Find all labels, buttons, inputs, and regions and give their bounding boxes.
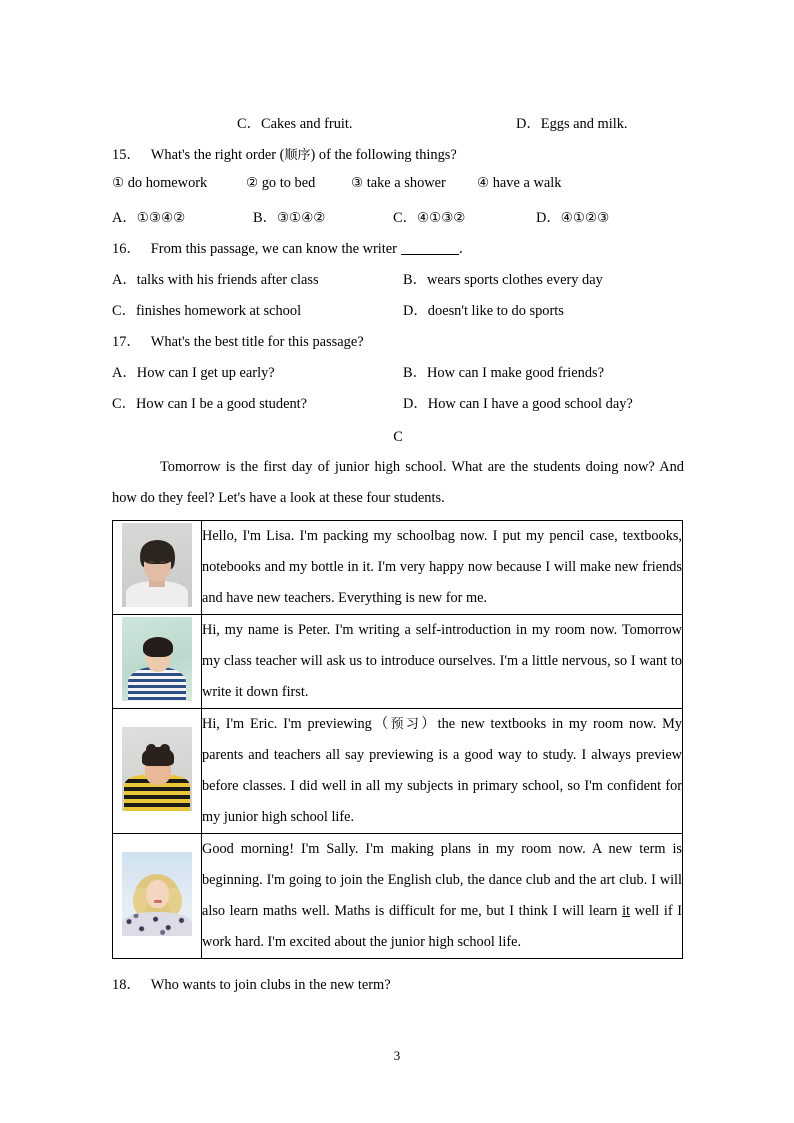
question-15-option-b-text: ③①④② — [277, 210, 326, 226]
question-15-option-c-text: ④①③② — [417, 210, 466, 226]
question-15-option-a-label: A． — [112, 210, 137, 226]
question-18-stem-text: Who wants to join clubs in the new term? — [150, 977, 391, 993]
portrait-photo-peter — [122, 617, 192, 701]
question-16-options-row-2 — [112, 299, 684, 330]
circled-number-3-icon: ③ — [351, 175, 364, 191]
question-17-option-a — [112, 361, 275, 382]
question-16-stem-text: From this passage, we can know the writer — [150, 241, 397, 257]
question-17-option-c-text: How can I be a good student? — [136, 396, 308, 412]
section-marker-c: C — [393, 429, 403, 445]
passage-table — [112, 520, 683, 959]
question-15-option-c-label: C． — [393, 210, 417, 226]
student-text-eric-part1: Hi, I'm Eric. I'm previewing（ — [202, 716, 391, 732]
question-16-blank — [401, 254, 459, 255]
page-content — [112, 0, 684, 1004]
question-15-item-1 — [112, 175, 207, 192]
photo-cell — [113, 615, 202, 709]
question-17-stem — [112, 330, 684, 361]
question-15-option-d-label: D． — [536, 210, 561, 226]
question-17-option-d-label: D． — [403, 396, 428, 412]
question-17-option-c — [112, 392, 307, 413]
student-text-eric-cn: 预习 — [390, 717, 422, 732]
question-16-option-c — [112, 299, 301, 320]
circled-number-1-icon: ① — [112, 175, 125, 191]
text-cell — [202, 521, 683, 615]
page-number: 3 — [393, 1048, 401, 1063]
question-15-item-1-label: do homework — [127, 175, 208, 191]
table-row — [113, 834, 683, 959]
question-14-option-d: D．Eggs and milk. — [516, 116, 628, 132]
question-17-options-row-1 — [112, 361, 684, 392]
student-text-lisa: Hello, I'm Lisa. I'm packing my schoolbag now. I put my pencil case, textbooks, notebooks and my bottle in it. I'm very happy now because I will make new friends and have new teachers. Everything is new for me. — [202, 528, 682, 606]
table-row — [113, 709, 683, 834]
question-15-item-3 — [351, 175, 446, 192]
question-15-options-row — [112, 206, 684, 237]
question-16-option-b-text: wears sports clothes every day — [427, 272, 603, 288]
question-16-stem-end: ． — [458, 241, 473, 257]
question-15-option-b-label: B． — [253, 210, 277, 226]
question-16-option-a-label: A． — [112, 272, 137, 288]
question-17-option-b-text: How can I make good friends? — [427, 365, 605, 381]
question-18-number: 18． — [112, 977, 141, 993]
student-text-sally-part1: Good morning! I'm Sally. I'm making plans in my room now. A new term is beginning. I'm going to join the English club, the dance club and the art club. I will also learn maths well. Maths is difficult for me, but I think I will learn — [202, 841, 682, 919]
portrait-photo-lisa — [122, 523, 192, 607]
question-15-option-a-text: ①③④② — [136, 210, 186, 226]
question-14-options-row — [112, 112, 684, 143]
question-16-options-row-1 — [112, 268, 684, 299]
question-16-stem — [112, 237, 684, 268]
question-16-option-d-text: doesn't like to do sports — [427, 303, 564, 319]
question-15-stem-after: ) of the following things? — [310, 147, 457, 163]
question-16-option-b-label: B． — [403, 272, 427, 288]
table-row — [113, 521, 683, 615]
question-15-item-3-label: take a shower — [366, 175, 446, 191]
question-15-item-4 — [477, 175, 561, 192]
passage-intro-paragraph: Tomorrow is the first day of junior high school. What are the students doing now? And how do they feel? Let's have a look at these four students. — [112, 459, 684, 506]
text-cell — [202, 834, 683, 959]
photo-cell — [113, 709, 202, 834]
question-16-option-a-text: talks with his friends after class — [136, 272, 319, 288]
circled-number-4-icon: ④ — [477, 175, 490, 191]
student-text-peter: Hi, my name is Peter. I'm writing a self-introduction in my room now. Tomorrow my class teacher will ask us to introduce ourselves. I'm a little nervous, so I want to write it down first. — [202, 622, 682, 700]
question-16-option-d — [403, 299, 564, 320]
portrait-photo-sally — [122, 852, 192, 936]
student-text-sally-underlined-word: it — [622, 903, 631, 919]
question-17-option-d-text: How can I have a good school day? — [427, 396, 633, 412]
question-15-item-2-label: go to bed — [261, 175, 316, 191]
question-15-option-c — [393, 206, 465, 227]
circled-number-2-icon: ② — [246, 175, 259, 191]
table-row — [113, 615, 683, 709]
question-17-option-a-text: How can I get up early? — [136, 365, 275, 381]
student-text-eric — [202, 709, 682, 833]
question-17-number: 17． — [112, 334, 141, 350]
photo-cell — [113, 834, 202, 959]
question-17-option-b — [403, 361, 604, 382]
portrait-photo-eric — [122, 727, 192, 811]
question-16-option-d-label: D． — [403, 303, 428, 319]
question-16-number: 16． — [112, 241, 141, 257]
question-15-option-d — [536, 206, 609, 227]
question-16-option-c-text: finishes homework at school — [136, 303, 302, 319]
question-17-stem-text: What's the best title for this passage? — [150, 334, 364, 350]
student-text-sally-part2: well if I work hard. I'm excited about the junior high school life. — [202, 903, 682, 950]
question-15-option-b — [253, 206, 325, 227]
question-17-option-d — [403, 392, 633, 413]
question-15-option-a — [112, 206, 185, 227]
question-15-stem-cn: 顺序 — [284, 148, 311, 163]
question-14-option-c: C．Cakes and fruit. — [237, 116, 353, 132]
question-15-item-4-label: have a walk — [492, 175, 562, 191]
question-15-stem-before: What's the right order ( — [150, 147, 285, 163]
student-text-eric-part2: ）the new textbooks in my room now. My parents and teachers all say previewing is a good way to study. I always preview before classes. I did well in all my subjects in primary school, so I'm confident for my junior high school life. — [202, 716, 682, 825]
question-17-options-row-2 — [112, 392, 684, 423]
text-cell — [202, 615, 683, 709]
question-16-option-c-label: C． — [112, 303, 136, 319]
question-15-item-2 — [246, 175, 315, 192]
student-text-sally — [202, 834, 682, 958]
question-15-stem — [112, 143, 684, 175]
question-17-option-c-label: C． — [112, 396, 136, 412]
text-cell — [202, 709, 683, 834]
question-17-option-a-label: A． — [112, 365, 137, 381]
question-18-stem — [112, 973, 684, 1004]
question-16-option-a — [112, 268, 319, 289]
question-17-option-b-label: B． — [403, 365, 427, 381]
question-15-option-d-text: ④①②③ — [560, 210, 610, 226]
question-15-number: 15． — [112, 147, 141, 163]
question-16-option-b — [403, 268, 603, 289]
photo-cell — [113, 521, 202, 615]
question-15-items-row — [112, 175, 684, 206]
